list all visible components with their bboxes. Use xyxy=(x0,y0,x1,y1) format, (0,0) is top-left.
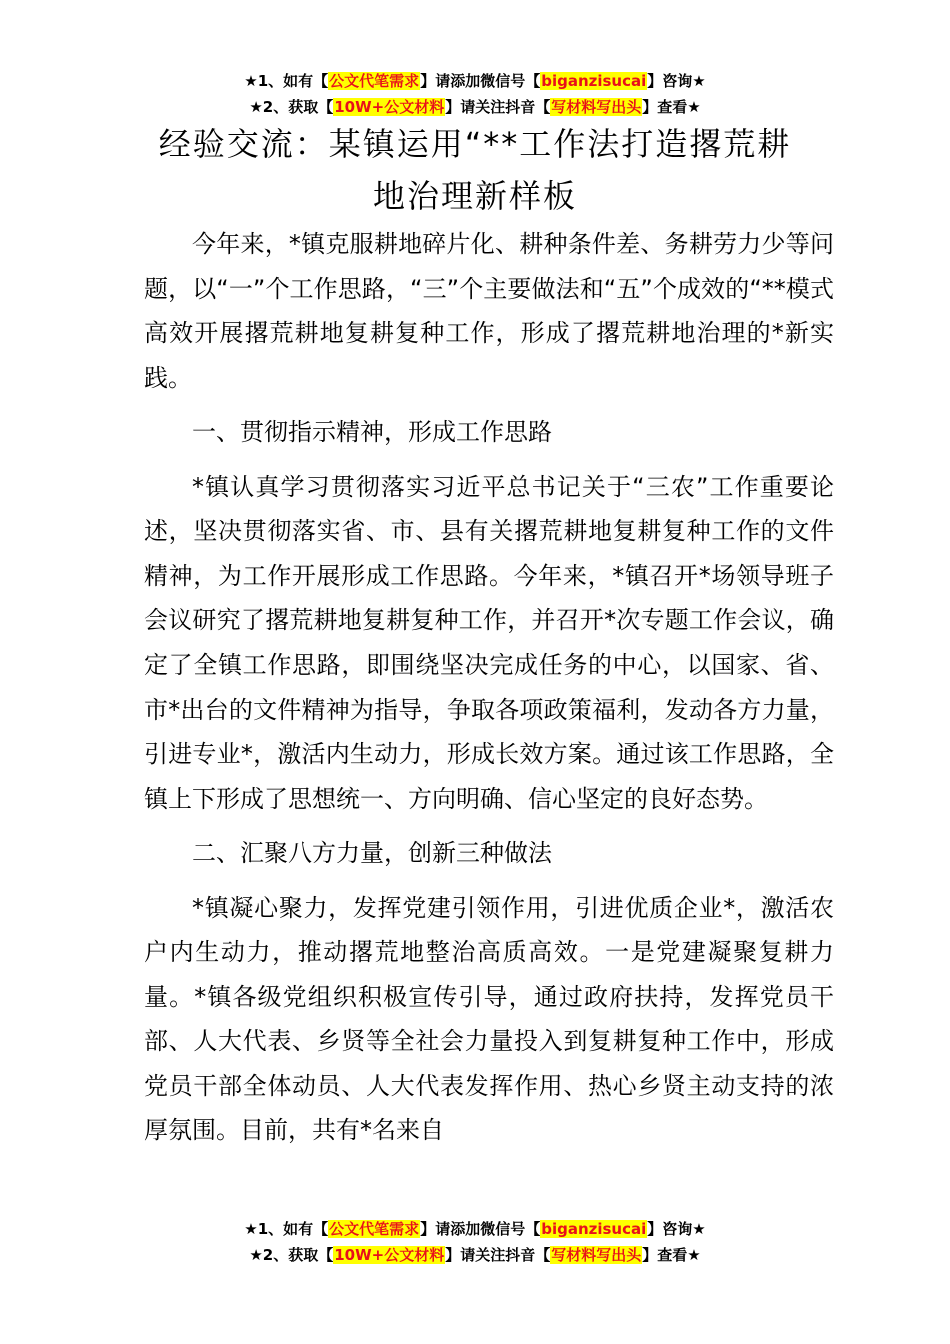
body-paragraph: *镇凝心聚力，发挥党建引领作用，引进优质企业*，激活农户内生动力，推动撂荒地整治高质高效。一是党建凝聚复耕力量。*镇各级党组织积极宣传引导，通过政府扶持，发挥党员干部、人大代表、乡贤等全社会力量投入到复耕复种工作中，形成党员干部全体动员、人大代表发挥作用、热心乡贤主动支持的浓厚氛围。目前，共有*名来自 xyxy=(144,893,834,1145)
title-line-1: 经验交流：某镇运用“**工作法打造撂荒耕 xyxy=(158,125,792,163)
banner-highlight: 公文代笔需求 xyxy=(329,1220,420,1238)
title-line-2: 地治理新样板 xyxy=(372,177,577,215)
banner-highlight: 10W+公文材料 xyxy=(334,1246,445,1264)
body-paragraph: *镇认真学习贯彻落实习近平总书记关于“三农”工作重要论述，坚决贯彻落实省、市、县有关撂荒耕地复耕复种工作的文件精神，为工作开展形成工作思路。今年来，*镇召开*场领导班子会议研究了撂荒耕地复耕复种工作，并召开*次专题工作会议，确定了全镇工作思路，即围绕坚决完成任务的中心，以国家、省、市*出台的文件精神为指导，争取各项政策福利，发动各方力量，引进专业*，激活内生动力，形成长效方案。通过该工作思路，全镇上下形成了思想统一、方向明确、信心坚定的良好态势。 xyxy=(144,472,834,813)
banner-line-2 xyxy=(0,1242,950,1268)
body-paragraph: 今年来，*镇克服耕地碎片化、耕种条件差、务耕劳力少等问题，以“一”个工作思路，“三”个主要做法和“五”个成效的“**模式高效开展撂荒耕地复耕复种工作，形成了撂荒耕地治理的*新实践。 xyxy=(144,230,834,392)
banner-line-1 xyxy=(0,1216,950,1242)
banner-text: 】请添加微信号【 xyxy=(420,72,541,90)
banner-line-1 xyxy=(0,68,950,94)
section-heading: 二、汇聚八方力量，创新三种做法 xyxy=(192,839,552,868)
document-title xyxy=(100,118,850,222)
banner-text: ★1、如有【 xyxy=(244,1220,329,1238)
banner-text: 】查看★ xyxy=(642,98,701,116)
header-banner xyxy=(0,68,950,120)
banner-text: ★2、获取【 xyxy=(249,1246,334,1264)
banner-highlight: 写材料写出头 xyxy=(551,1246,642,1264)
banner-highlight: 写材料写出头 xyxy=(551,98,642,116)
banner-highlight: biganzisucai xyxy=(541,72,647,90)
section-heading: 一、贯彻指示精神，形成工作思路 xyxy=(192,418,552,447)
banner-highlight: 10W+公文材料 xyxy=(334,98,445,116)
footer-banner xyxy=(0,1216,950,1268)
banner-text: 】请添加微信号【 xyxy=(420,1220,541,1238)
banner-line-2 xyxy=(0,94,950,120)
banner-text: 】咨询★ xyxy=(647,72,706,90)
banner-text: ★2、获取【 xyxy=(249,98,334,116)
banner-highlight: biganzisucai xyxy=(541,1220,647,1238)
banner-text: 】咨询★ xyxy=(647,1220,706,1238)
banner-highlight: 公文代笔需求 xyxy=(329,72,420,90)
banner-text: ★1、如有【 xyxy=(244,72,329,90)
banner-text: 】请关注抖音【 xyxy=(445,98,551,116)
banner-text: 】请关注抖音【 xyxy=(445,1246,551,1264)
banner-text: 】查看★ xyxy=(642,1246,701,1264)
document-body xyxy=(144,222,834,1163)
